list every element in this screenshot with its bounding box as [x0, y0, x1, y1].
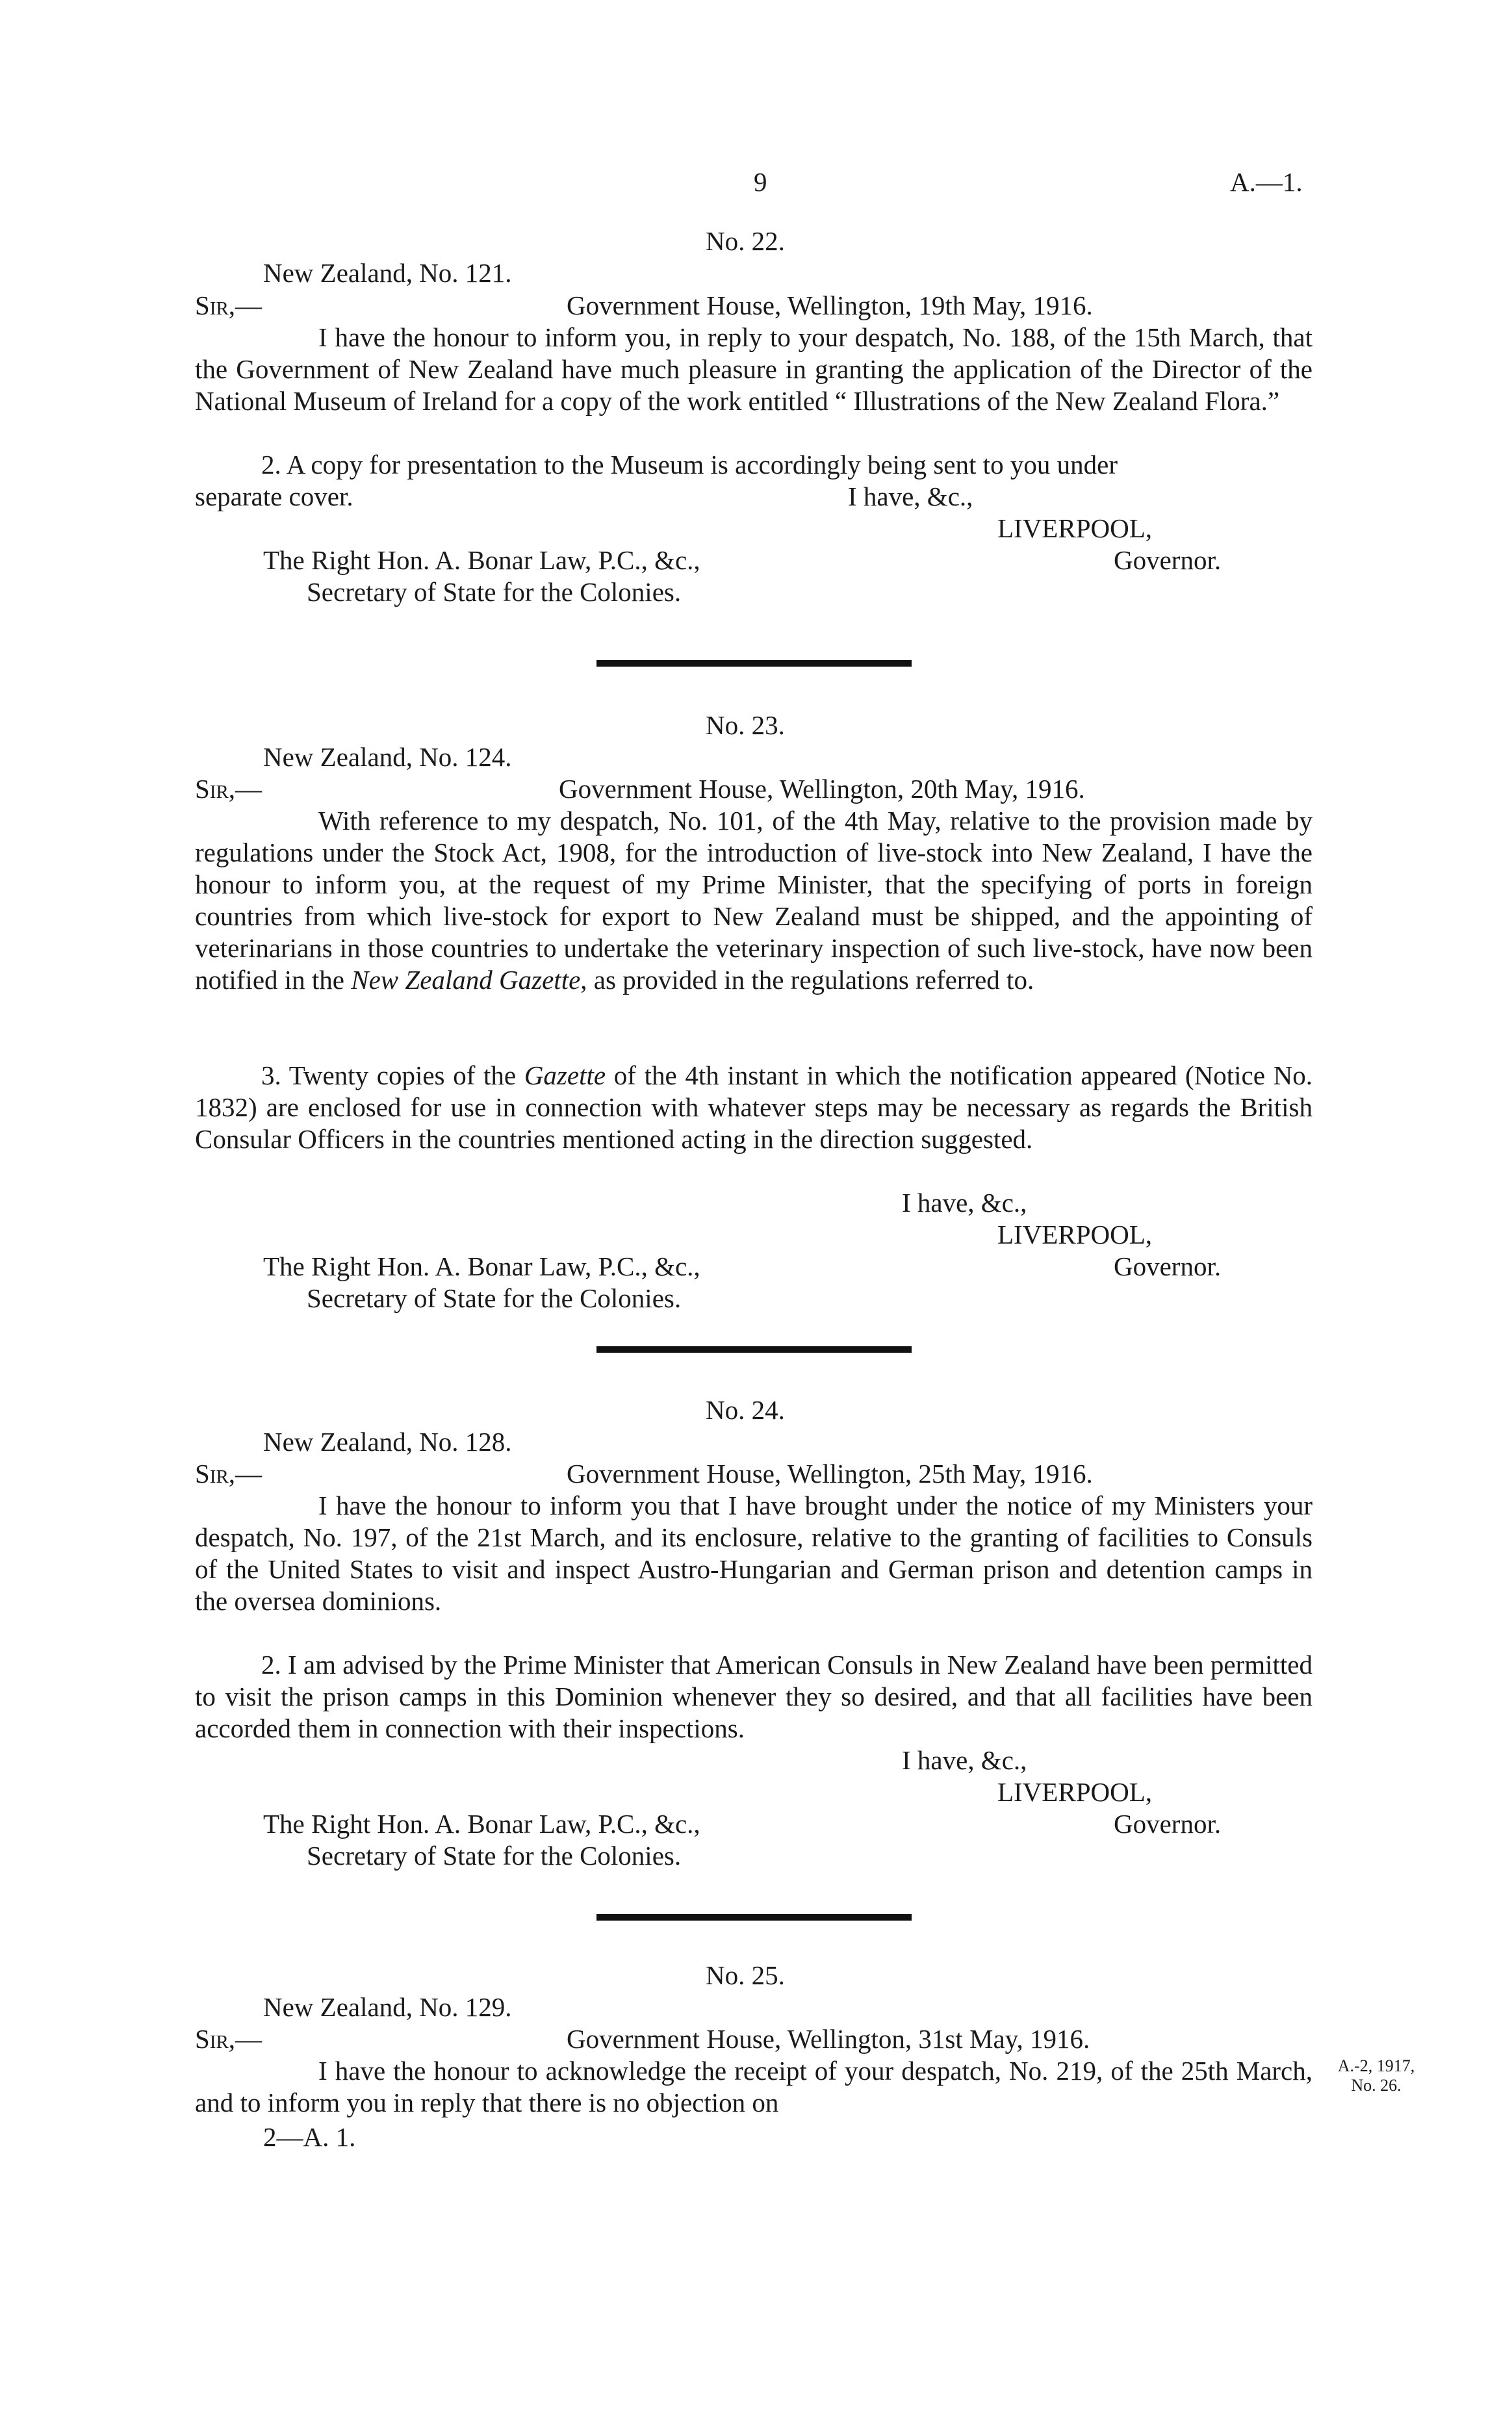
- addressee: The Right Hon. A. Bonar Law, P.C., &c.,: [263, 1251, 700, 1281]
- signer: LIVERPOOL,: [997, 513, 1153, 543]
- signer-title: Governor.: [1114, 1251, 1222, 1281]
- page-number: 9: [754, 167, 767, 197]
- document-reference: A.—1.: [1230, 167, 1303, 197]
- letter-number: No. 22.: [706, 226, 785, 256]
- salutation: Sir,—: [195, 290, 263, 320]
- addressee-title: Secretary of State for the Colonies.: [307, 1841, 682, 1871]
- signer-title: Governor.: [1114, 1809, 1222, 1839]
- closing: I have, &c.,: [902, 1745, 1027, 1775]
- section-divider: [596, 1346, 912, 1353]
- addressee-title: Secretary of State for the Colonies.: [307, 577, 682, 607]
- addressee: The Right Hon. A. Bonar Law, P.C., &c.,: [263, 1809, 700, 1839]
- paragraph: I have the honour to inform you that I have brought under the notice of my Ministers your despatch, No. 197, of the 21st March, and its enclosure, relative to the granting of facilities to Consuls of the United States to visit and inspect Austro-Hungarian and German prison and detention camps in the oversea dominions.: [195, 1490, 1313, 1616]
- paragraph: I have the honour to acknowledge the receipt of your despatch, No. 219, of the 25th March, and to inform you in reply that there is no objection on: [195, 2056, 1313, 2117]
- gazette-title: Gazette: [524, 1060, 606, 1090]
- addressee-title: Secretary of State for the Colonies.: [307, 1283, 682, 1313]
- italic-title: New Zealand Gazette: [351, 965, 581, 995]
- paragraph: With reference to my despatch, No. 101, of the 4th May, relative to the provision made by regulations under the Stock Act, 1908, for the introduction of live-stock into New Zealand, I have the honour to inform you, at the request of my Prime Minister, that the specifying of ports in foreign countries from which live-stock for export to New Zealand must be shipped, and the appointing of veterinarians in those countries to undertake the veterinary inspection of such live-stock, have now been notified in the New Zealand Gazette, as provided in the regulations referred to.: [195, 806, 1313, 995]
- salutation: Sir,—: [195, 1459, 263, 1489]
- salutation: Sir,—: [195, 774, 263, 804]
- closing: I have, &c.,: [848, 481, 973, 511]
- nz-reference: New Zealand, No. 128.: [263, 1427, 512, 1457]
- nz-reference: New Zealand, No. 121.: [263, 258, 512, 288]
- address-line: Government House, Wellington, 31st May, 1916.: [567, 2024, 1090, 2054]
- addressee: The Right Hon. A. Bonar Law, P.C., &c.,: [263, 545, 700, 575]
- paragraph: 2. I am advised by the Prime Minister that American Consuls in New Zealand have been permitted to visit the prison camps in this Dominion whenever they so desired, and that all facilities have been accorded them in connection with their inspections.: [195, 1650, 1313, 1743]
- paragraph: I have the honour to inform you, in reply to your despatch, No. 188, of the 15th March, that the Government of New Zealand have much pleasure in granting the application of the Director of the National Museum of Ireland for a copy of the work entitled “ Illustrations of the New Zealand Flora.”: [195, 322, 1313, 416]
- letter-number: No. 25.: [706, 1960, 785, 1990]
- signer: LIVERPOOL,: [997, 1777, 1153, 1807]
- section-divider: [596, 1914, 912, 1921]
- letter-number: No. 23.: [706, 710, 785, 740]
- nz-reference: New Zealand, No. 129.: [263, 1992, 512, 2022]
- signer: LIVERPOOL,: [997, 1220, 1153, 1249]
- margin-note: A.-2, 1917, No. 26.: [1337, 2056, 1415, 2095]
- paragraph: 2. A copy for presentation to the Museum is accordingly being sent to you under separate cover.: [195, 450, 1118, 511]
- signer-title: Governor.: [1114, 545, 1222, 575]
- salutation: Sir,—: [195, 2024, 263, 2054]
- address-line: Government House, Wellington, 20th May, 1916.: [559, 774, 1085, 804]
- closing: I have, &c.,: [902, 1188, 1027, 1218]
- section-divider: [596, 660, 912, 667]
- address-line: Government House, Wellington, 19th May, 1916.: [567, 290, 1093, 320]
- signature-mark: 2—A. 1.: [263, 2122, 356, 2152]
- letter-number: No. 24.: [706, 1395, 785, 1425]
- nz-reference: New Zealand, No. 124.: [263, 742, 512, 772]
- paragraph: 3. Twenty copies of the Gazette of the 4th instant in which the notification appeared (Notice No. 1832) are enclosed for use in connection with whatever steps may be necessary as regards the British Consular Officers in the countries mentioned acting in the direction suggested.: [195, 1060, 1313, 1154]
- address-line: Government House, Wellington, 25th May, 1916.: [567, 1459, 1093, 1489]
